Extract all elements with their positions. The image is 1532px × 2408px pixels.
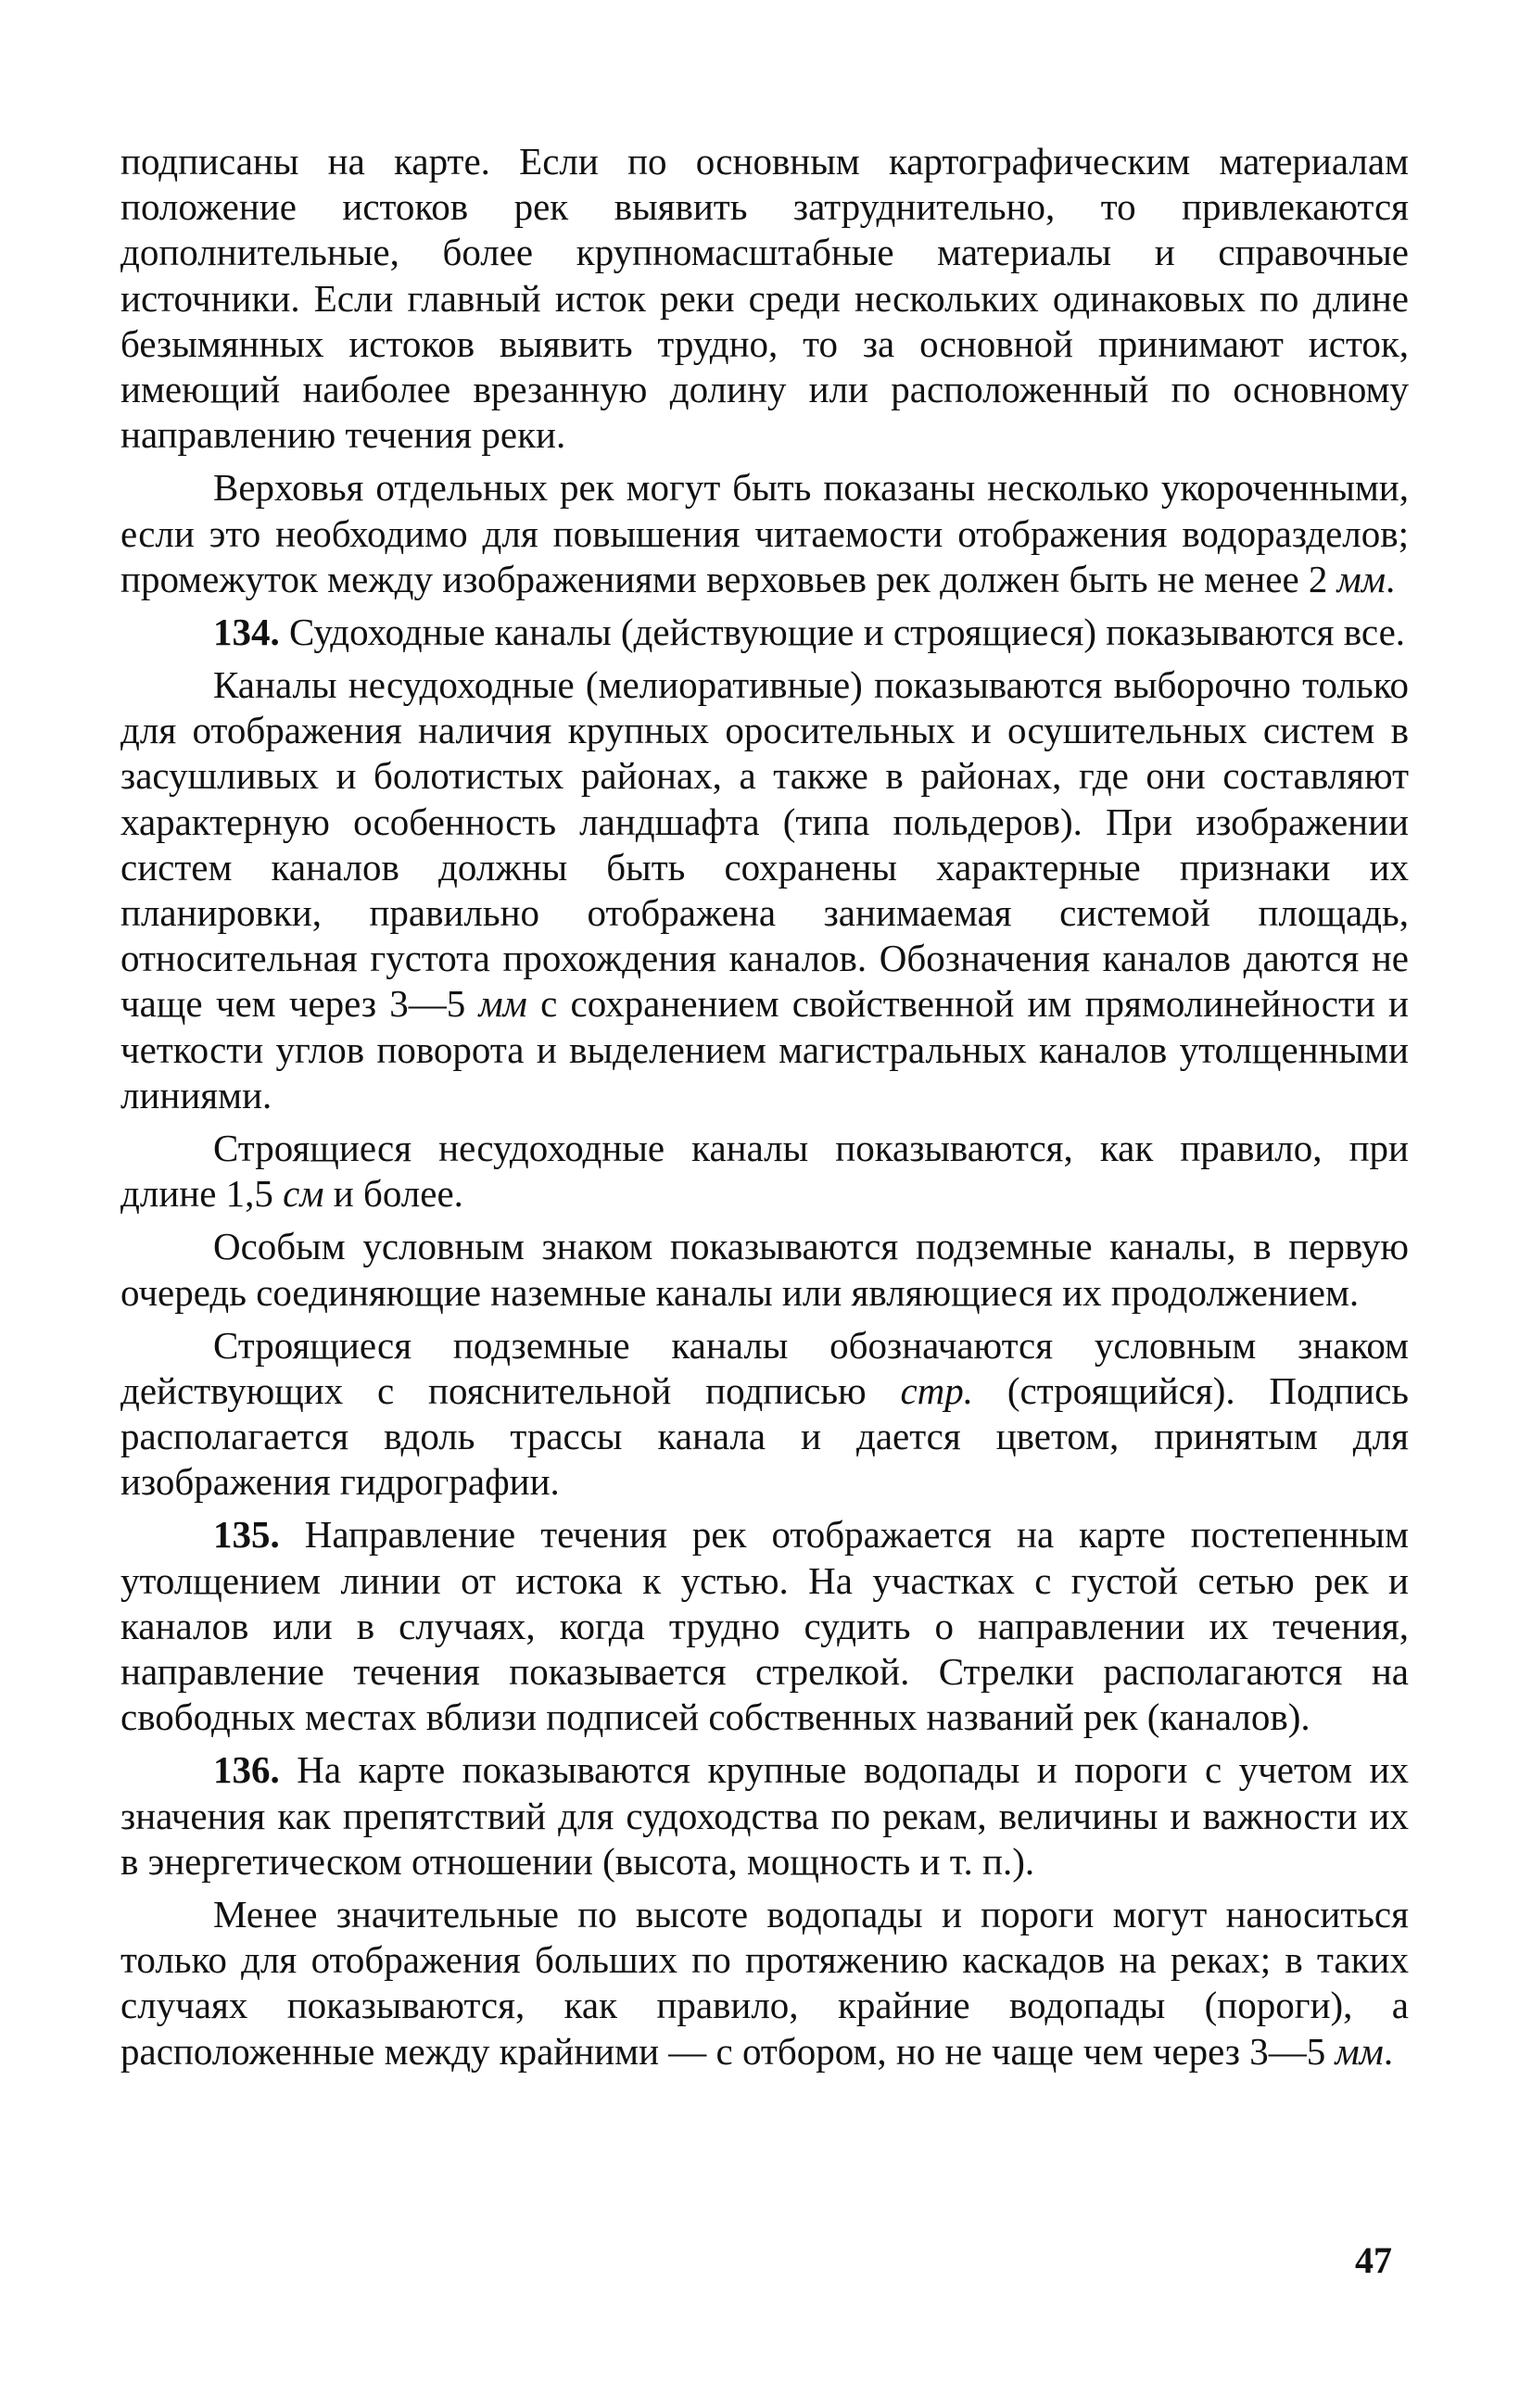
paragraph-text: и более. [323,1172,463,1216]
section-number: 134. [213,610,280,653]
main-text [120,139,1409,2082]
paragraph-text: . [1383,2029,1394,2073]
paragraph-text: Судоходные каналы (действующие и строящиеся) показываются все. [279,610,1406,653]
paragraph-text: На карте показываются крупные водопады и пороги с учетом их значения как препятствий для судоходства по рекам, величины и важности их в энергетическом отношении (высота, мощность и т. п.). [120,1748,1409,1883]
paragraph-text: Особым условным знаком показываются подземные каналы, в первую очередь соединяющие наземные каналы или являющиеся их продолжением. [120,1225,1409,1314]
paragraph-136 [120,1747,1409,1885]
section-number: 135. [213,1513,280,1557]
paragraph-text: Каналы несудоходные (мелиоративные) показываются выборочно только для отображения наличия крупных оросительных и осушительных систем в засушливых и болотистых районах, а также в районах, где они составляют характерную особенность ландшафта (типа польдеров). При изображении систем каналов должны быть сохранены характерные признаки их планировки, правильно отображена занимаемая системой площадь, относительная густота прохождения каналов. Обозначения каналов даются не чаще чем через 3—5 [120,663,1409,1026]
page-number: 47 [1355,2239,1392,2281]
paragraph-6 [120,1224,1409,1315]
abbreviation-str: стр. [900,1368,974,1412]
paragraph-text: Строящиеся несудоходные каналы показываются, как правило, при длине 1,5 [120,1126,1409,1216]
paragraph-5 [120,1126,1409,1217]
section-number: 136. [213,1748,280,1792]
unit-mm: мм [1336,557,1386,600]
unit-cm: см [283,1172,324,1216]
unit-mm: мм [478,982,527,1026]
paragraph-10 [120,1892,1409,2074]
paragraph-1 [120,139,1409,458]
paragraph-text: подписаны на карте. Если по основным картографическим материалам положение истоков рек выявить затруднительно, то привлекаются дополнительные, более крупномасштабные материалы и справочные источники. Если главный исток реки среди нескольких одинаковых по длине безымянных истоков выявить трудно, то за основной принимают исток, имеющий наиболее врезанную долину или расположенный по основному направлению течения реки. [120,140,1409,457]
paragraph-text: Менее значительные по высоте водопады и пороги могут наноситься только для отображения больших по протяжению каскадов на реках; в таких случаях показываются, как правило, крайние водопады (пороги), а расположенные между крайними — с отбором, но не чаще чем через 3—5 [120,1892,1409,2073]
unit-mm: мм [1335,2029,1384,2073]
paragraph-text: Строящиеся подземные каналы обозначаются условным знаком действующих с пояснительной подписью [120,1323,1409,1412]
paragraph-7 [120,1323,1409,1506]
paragraph-2 [120,465,1409,602]
paragraph-text: (строящийся). Подпись располагается вдоль трассы канала и дается цветом, принятым для изображения гидрографии. [120,1368,1409,1504]
paragraph-4 [120,662,1409,1118]
paragraph-text: с сохранением свойственной им прямолинейности и четкости углов поворота и выделением магистральных каналов утолщенными линиями. [120,982,1409,1116]
paragraph-text: . [1386,557,1396,600]
paragraph-134 [120,610,1409,655]
paragraph-text: Направление течения рек отображается на карте постепенным утолщением линии от истока к устью. На участках с густой сетью рек и каналов или в случаях, когда трудно судить о направлении их течения, направление течения показывается стрелкой. Стрелки располагаются на свободных местах вблизи подписей собственных названий рек (каналов). [120,1513,1409,1739]
paragraph-135 [120,1512,1409,1740]
paragraph-text: Верховья отдельных рек могут быть показаны несколько укороченными, если это необходимо для повышения читаемости отображения водоразделов; промежуток между изображениями верховьев рек должен быть не менее 2 [120,466,1409,600]
